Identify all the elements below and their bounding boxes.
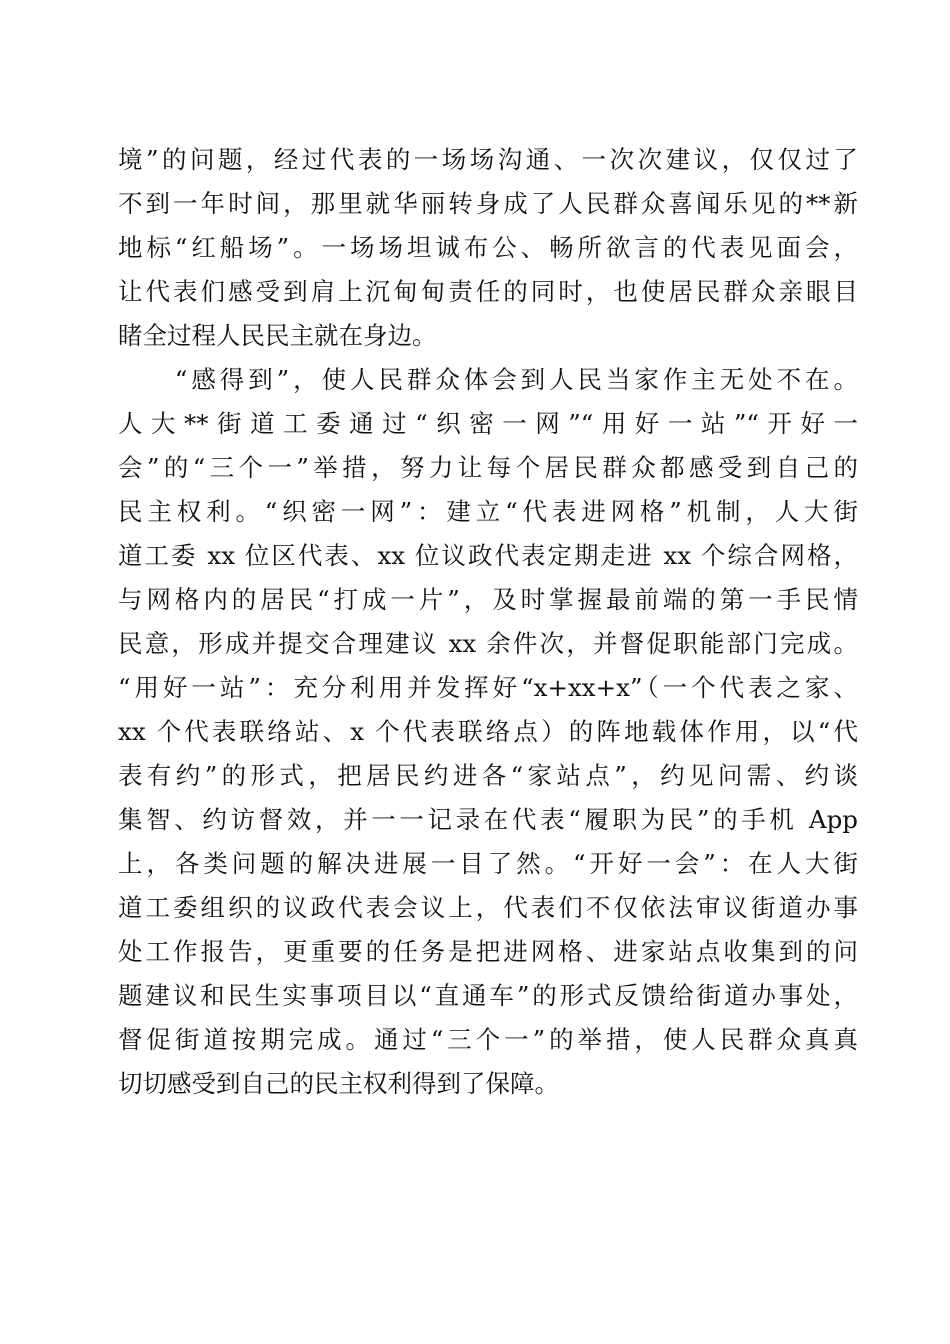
- text-line: 道工委组织的议政代表会议上，代表们不仅依法审议街道办事: [118, 893, 858, 922]
- text-line: 地标“红船场”。一场场坦诚布公、畅所欲言的代表见面会，: [118, 233, 858, 262]
- paragraph-start-line: “感得到”，使人民群众体会到人民当家作主无处不在。: [118, 365, 858, 394]
- text-line: 民主权利。“织密一网”：建立“代表进网格”机制，人大街: [118, 497, 858, 526]
- text-line: 督促街道按期完成。通过“三个一”的举措，使人民群众真真: [118, 1025, 858, 1054]
- body-text: [118, 138, 858, 1106]
- text-line: 会”的“三个一”举措，努力让每个居民群众都感受到自己的: [118, 453, 858, 482]
- text-line: 境”的问题，经过代表的一场场沟通、一次次建议，仅仅过了: [118, 145, 858, 174]
- text-line: 处工作报告，更重要的任务是把进网格、进家站点收集到的问: [118, 937, 858, 966]
- paragraph-end-line: 切切感受到自己的民主权利得到了保障。: [118, 1069, 559, 1098]
- text-line: xx 个代表联络站、x 个代表联络点）的阵地载体作用，以“代: [118, 717, 858, 746]
- text-line: “用好一站”：充分利用并发挥好“x+xx+x”（一个代表之家、: [118, 673, 858, 702]
- text-line: 让代表们感受到肩上沉甸甸责任的同时，也使居民群众亲眼目: [118, 277, 858, 306]
- text-line: 上，各类问题的解决进展一目了然。“开好一会”：在人大街: [118, 849, 858, 878]
- text-line: 与网格内的居民“打成一片”，及时掌握最前端的第一手民情: [118, 585, 858, 614]
- text-line: 道工委 xx 位区代表、xx 位议政代表定期走进 xx 个综合网格，: [118, 541, 858, 570]
- text-line: 不到一年时间，那里就华丽转身成了人民群众喜闻乐见的**新: [118, 189, 858, 218]
- text-line: 表有约”的形式，把居民约进各“家站点”，约见问需、约谈: [118, 761, 858, 790]
- paragraph-end-line: 睹全过程人民民主就在身边。: [118, 321, 437, 350]
- text-line: 题建议和民生实事项目以“直通车”的形式反馈给街道办事处，: [118, 981, 858, 1010]
- text-line: 集智、约访督效，并一一记录在代表“履职为民”的手机 App: [118, 805, 858, 834]
- text-line: 人大**街道工委通过“织密一网”“用好一站”“开好一: [118, 409, 858, 438]
- text-line: 民意，形成并提交合理建议 xx 余件次，并督促职能部门完成。: [118, 629, 858, 658]
